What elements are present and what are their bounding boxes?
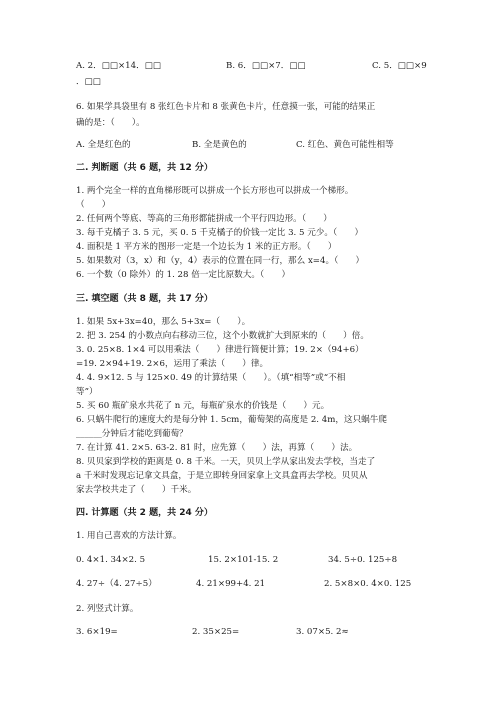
mc-option-a: A. 2．□□×14．□□ xyxy=(76,61,161,71)
q6-option-c: C. 红色、黄色可能性相等 xyxy=(296,140,394,150)
s3-line: a 千米时发现忘记拿文具盒，于是立即转身回家拿上文具盒再去学校。贝贝从 xyxy=(76,471,368,481)
s3-line: 1. 如果 5x+3x=40，那么 5+3x=（ ）。 xyxy=(76,317,251,327)
q6-stem-line2: 确的是：（ ）。 xyxy=(76,118,145,128)
s4-q1-prompt: 1. 用自己喜欢的方法计算。 xyxy=(76,531,182,541)
s2-line: 3. 每千克橘子 3. 5 元，买 0. 5 千克橘子的价钱一定比 3. 5 元少。（ ） xyxy=(76,228,364,238)
s3-line: 6. 只蜗牛爬行的速度大约是每分钟 1. 5cm，葡萄架的高度是 2. 4m，这只蜗牛爬 xyxy=(76,415,387,425)
mc-option-c-continued: ．□□ xyxy=(76,77,101,87)
q6-option-a: A. 全是红色的 xyxy=(76,140,131,150)
s2-line: 1. 两个完全一样的直角梯形既可以拼成一个长方形也可以拼成一个梯形。 xyxy=(76,186,354,196)
s3-line: 5. 买 60 瓶矿泉水共花了 n 元，每瓶矿泉水的价钱是（ ）元。 xyxy=(76,401,330,411)
s3-line: 等”） xyxy=(76,387,98,397)
calc-item: 0. 4×1. 34×2. 5 xyxy=(76,555,146,565)
s3-line: ______分钟后才能吃到葡萄？ xyxy=(76,429,188,439)
q6-stem-line1: 6. 如果学具袋里有 8 张红色卡片和 8 张黄色卡片，任意摸一张，可能的结果正 xyxy=(76,102,376,112)
calc-item: 15. 2×101-15. 2 xyxy=(208,555,279,565)
mc-option-c: C. 5．□□×9 xyxy=(372,61,427,71)
s2-line: （ ） xyxy=(76,200,111,210)
vertical-calc-item: 2. 35×25= xyxy=(192,627,240,637)
s3-line: 家去学校共走了（ ）千米。 xyxy=(76,485,197,495)
s3-line: 7. 在计算 41. 2×5. 63-2. 81 时，应先算（ ）法，再算（ ）法。 xyxy=(76,443,358,453)
s2-line: 4. 面积是 1 平方米的图形一定是一个边长为 1 米的正方形。（ ） xyxy=(76,242,337,252)
calc-item: 2. 5×8×0. 4×0. 125 xyxy=(324,579,412,589)
s3-line: 4. 4. 9×12. 5 与 125×0. 49 的计算结果（ ）。（填“相等”或“不相 xyxy=(76,373,346,383)
section2-title: 二. 判断题（共 6 题，共 12 分） xyxy=(76,163,213,173)
vertical-calc-item: 3. 07×5. 2≈ xyxy=(296,627,349,637)
section4-title: 四. 计算题（共 2 题，共 24 分） xyxy=(76,508,213,518)
s3-line: 8. 贝贝家到学校的距离是 0. 8 千米。一天，贝贝上学从家出发去学校，当走了 xyxy=(76,457,376,467)
calc-item: 34. 5÷0. 125÷8 xyxy=(328,555,398,565)
s3-line: 2. 把 3. 254 的小数点向右移动三位，这个小数就扩大到原来的（ ）倍。 xyxy=(76,331,369,341)
vertical-calc-item: 3. 6×19= xyxy=(76,627,118,637)
s2-line: 2. 任何两个等底、等高的三角形都能拼成一个平行四边形。（ ） xyxy=(76,214,332,224)
section3-title: 三. 填空题（共 8 题，共 17 分） xyxy=(76,294,213,304)
mc-option-b: B. 6．□□×7．□□ xyxy=(226,61,306,71)
s3-line: 3. 0. 25×8. 1×4 可以用乘法（ ）律进行简便计算；19. 2×（94+6） xyxy=(76,345,364,355)
s4-q2-prompt: 2. 列竖式计算。 xyxy=(76,604,139,614)
calc-item: 4. 21×99+4. 21 xyxy=(196,579,266,589)
s2-line: 5. 如果数对（3，x）和（y，4）表示的位置在同一行，那么 x=4。（ ） xyxy=(76,256,365,266)
s2-line: 6. 一个数（0 除外）的 1. 28 倍一定比原数大。（ ） xyxy=(76,270,291,280)
calc-item: 4. 27÷（4. 27÷5） xyxy=(76,579,157,589)
q6-option-b: B. 全是黄色的 xyxy=(192,140,247,150)
s3-line: =19. 2×94+19. 2×6，运用了乘法（ ）律。 xyxy=(76,359,269,369)
